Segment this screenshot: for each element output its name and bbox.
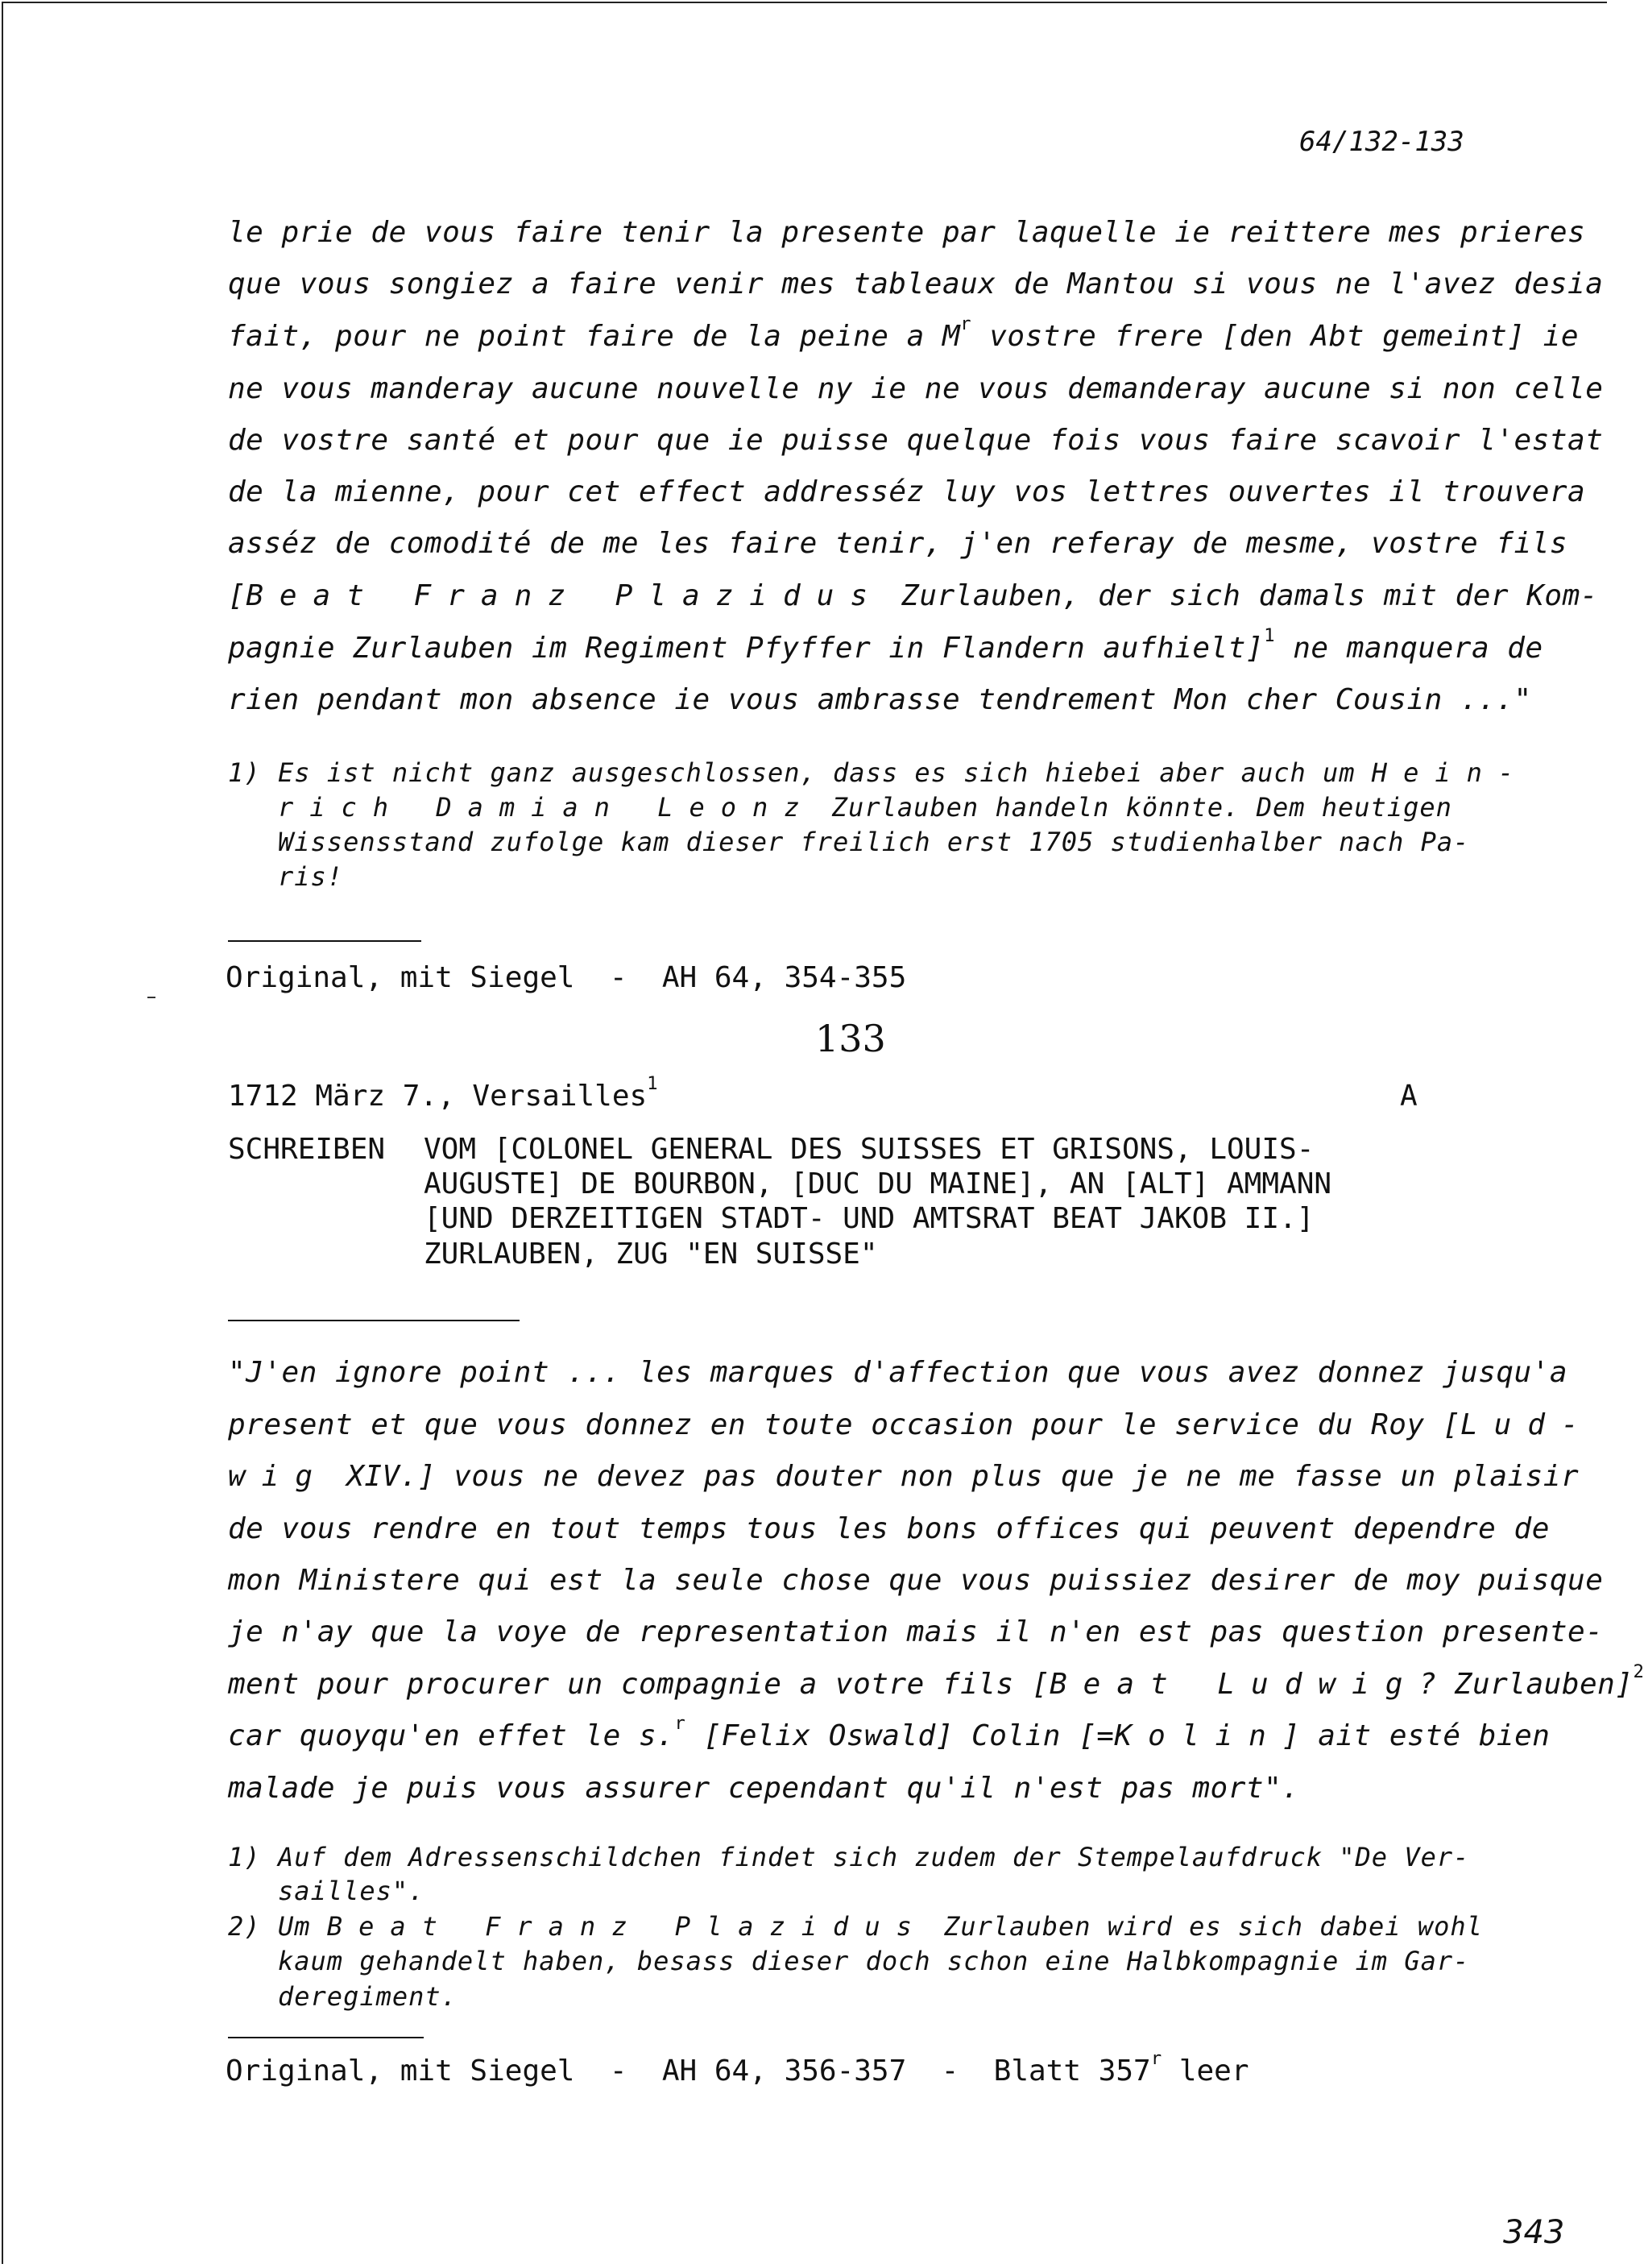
text-line: que vous songiez a faire venir mes tableaux de Mantou si vous ne l'avez desia (228, 267, 1604, 301)
margin-mark (147, 997, 155, 998)
footnote-line: Um Beat Franz Plazidus Zurlauben wird es sich dabei wohl (278, 1911, 1483, 1942)
text-line: [Beat Franz Plazidus Zurlauben, der sich damals mit der Kom- (228, 579, 1598, 612)
footnote-line: Es ist nicht ganz ausgeschlossen, dass es sich hiebei aber auch um Hein- (278, 757, 1530, 788)
footnote-line: kaum gehandelt haben, besass dieser doch schon eine Halbkompagnie im Gar- (278, 1946, 1470, 1976)
text-line: ment pour procurer un compagnie a votre fils [Beat Ludwig? Zurlauben]$^2$ (228, 1661, 1644, 1701)
text-line: le prie de vous faire tenir la presente par laquelle ie reittere mes prieres (228, 216, 1586, 249)
text-line: de vous rendre en tout temps tous les bons offices qui peuvent dependre de (228, 1512, 1550, 1545)
text-line: present et que vous donnez en toute occasion pour le service du Roy [Lud- (228, 1408, 1595, 1441)
text-line: ne vous manderay aucune nouvelle ny ie ne vous demanderay aucune si non celle (228, 372, 1604, 405)
source-divider (228, 2037, 424, 2038)
text-line: pagnie Zurlauben im Regiment Pfyffer in Flandern aufhielt]$^1$ ne manquera de (228, 624, 1543, 665)
heading-line: [UND DERZEITIGEN STADT- UND AMTSRAT BEAT JAKOB II.] (424, 1202, 1315, 1235)
text-line: car quoyqu'en effet le s.$^r$ [Felix Oswald] Colin [=Kolin] ait esté bien (228, 1712, 1551, 1752)
footnote-line: ris! (278, 861, 344, 892)
footnote-line: sailles". (278, 1876, 425, 1906)
text-line: malade je puis vous assurer cependant qu'il n'est pas mort". (228, 1772, 1300, 1805)
text-line: de la mienne, pour cet effect addresséz luy vos lettres ouvertes il trouvera (228, 475, 1586, 508)
text-line: "J'en ignore point ... les marques d'affection que vous avez donnez jusqu'a (228, 1356, 1568, 1389)
footnote-marker: 1) (228, 757, 261, 788)
text-line: fait, pour ne point faire de la peine a $M^r$ vostre frere [den Abt gemeint] ie (228, 313, 1579, 353)
footnote-line: rich Damian Leonz Zurlauben handeln könnte. Dem heutigen (278, 792, 1452, 823)
heading-line: ZURLAUBEN, ZUG "EN SUISSE" (424, 1238, 878, 1271)
footnote-marker: 2) (228, 1911, 261, 1942)
text-line: wig XIV.] vous ne devez pas douter non plus que je ne me fasse un plaisir (228, 1460, 1580, 1493)
heading-line: VOM [COLONEL GENERAL DES SUISSES ET GRISONS, LOUIS- (424, 1133, 1315, 1166)
heading-label: SCHREIBEN (228, 1133, 386, 1166)
footnote-marker: 1) (228, 1842, 261, 1872)
classification: A (1400, 1080, 1418, 1113)
footnote-line: Auf dem Adressenschildchen findet sich zudem der Stempelaufdruck "De Ver- (278, 1842, 1470, 1872)
text-divider (228, 1320, 520, 1321)
text-line: de vostre santé et pour que ie puisse quelque fois vous faire scavoir l'estat (228, 424, 1604, 457)
archive-reference: 64/132-133 (1299, 126, 1464, 158)
heading-line: AUGUSTE] DE BOURBON, [DUC DU MAINE], AN [ALT] AMMANN (424, 1167, 1332, 1200)
source-line: Original, mit Siegel - AH 64, 356-357 - Blatt 357$^r$ leer (226, 2047, 1249, 2088)
page-number: 343 (1503, 2214, 1565, 2251)
previous-source-line: Original, mit Siegel - AH 64, 354-355 (226, 961, 907, 994)
text-line: rien pendant mon absence ie vous ambrasse tendrement Mon cher Cousin ..." (228, 683, 1532, 716)
footnote-line: Wissensstand zufolge kam dieser freilich erst 1705 studienhalber nach Pa- (278, 827, 1470, 857)
text-line: je n'ay que la voye de representation mais il n'en est pas question presente- (228, 1615, 1604, 1648)
text-line: asséz de comodité de me les faire tenir, j'en referay de mesme, vostre fils (228, 527, 1568, 560)
date-place: 1712 März 7., Versailles$^1$ (228, 1072, 658, 1113)
document-number: 133 (815, 1017, 886, 1060)
text-line: mon Ministere qui est la seule chose que vous puissiez desirer de moy puisque (228, 1564, 1604, 1597)
source-divider (228, 940, 421, 942)
footnote-line: deregiment. (278, 1981, 458, 2012)
